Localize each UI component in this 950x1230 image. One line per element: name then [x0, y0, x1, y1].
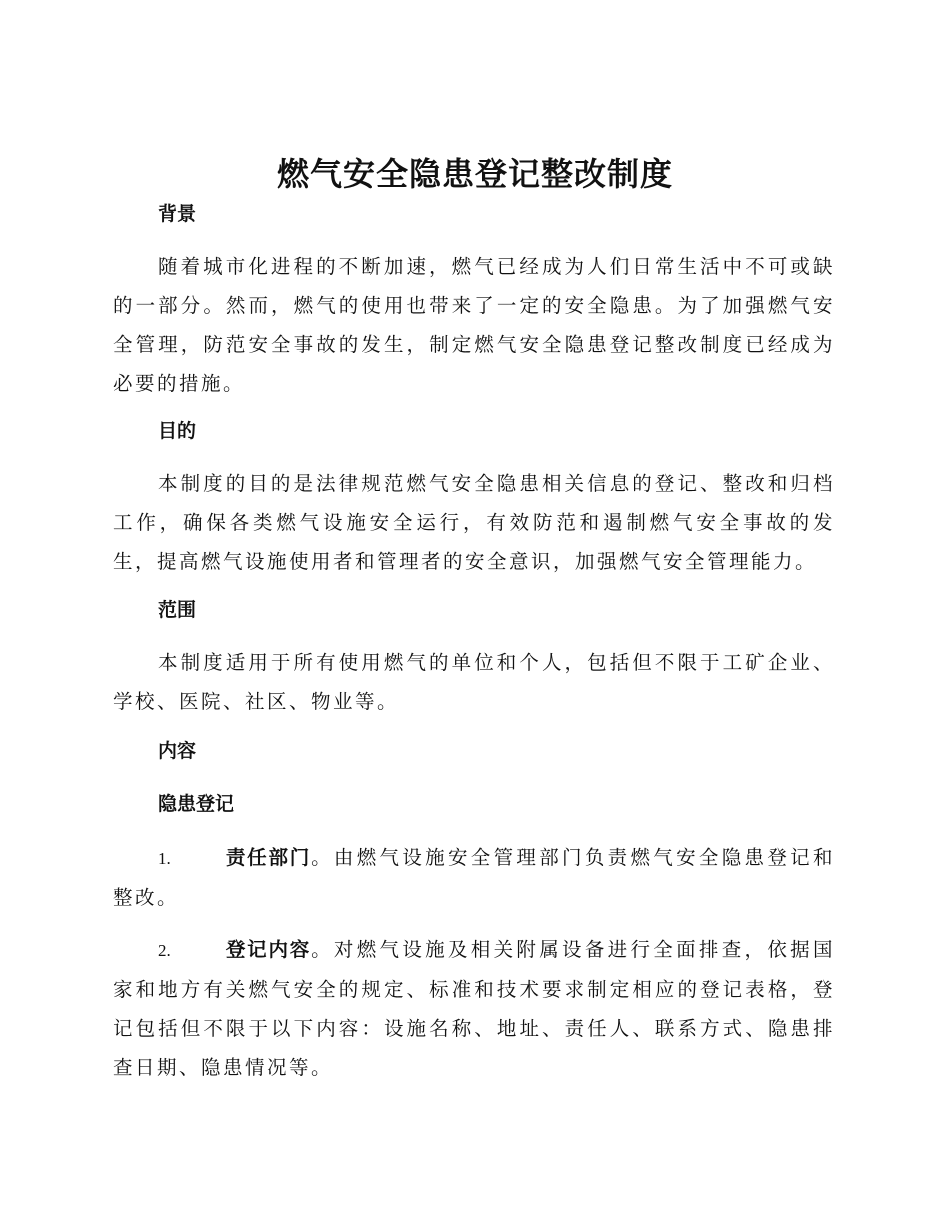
list-item-registration-content: [113, 930, 835, 1087]
section-heading-purpose: 目的: [158, 420, 197, 442]
paragraph-scope: 本制度适用于所有使用燃气的单位和个人，包括但不限于工矿企业、学校、医院、社区、物业等。: [113, 651, 835, 713]
paragraph-purpose: 本制度的目的是法律规范燃气安全隐患相关信息的登记、整改和归档工作，确保各类燃气设施安全运行，有效防范和遏制燃气安全事故的发生，提高燃气设施使用者和管理者的安全意识，加强燃气安全管理能力。: [113, 472, 835, 573]
section-heading-background: 背景: [158, 203, 197, 225]
list-item-text: 。对燃气设施及相关附属设备进行全面排查，依据国家和地方有关燃气安全的规定、标准和技术要求制定相应的登记表格，登记包括但不限于以下内容：设施名称、地址、责任人、联系方式、隐患排查日期、隐患情况等。: [113, 938, 835, 1079]
list-item-term: 责任部门: [225, 846, 312, 869]
list-item-number: 1.: [158, 849, 171, 868]
paragraph-background: 随着城市化进程的不断加速，燃气已经成为人们日常生活中不可或缺的一部分。然而，燃气的使用也带来了一定的安全隐患。为了加强燃气安全管理，防范安全事故的发生，制定燃气安全隐患登记整改制度已经成为必要的措施。: [113, 255, 835, 395]
list-item-text: 。由燃气设施安全管理部门负责燃气安全隐患登记和整改。: [113, 846, 835, 909]
section-heading-registration: 隐患登记: [158, 793, 235, 815]
list-item-responsible-department: [113, 838, 835, 917]
list-item-number: 2.: [158, 941, 171, 960]
document-title: 燃气安全隐患登记整改制度: [276, 155, 673, 193]
section-heading-scope: 范围: [158, 599, 197, 621]
section-heading-content: 内容: [158, 740, 197, 762]
list-item-term: 登记内容: [225, 938, 312, 961]
